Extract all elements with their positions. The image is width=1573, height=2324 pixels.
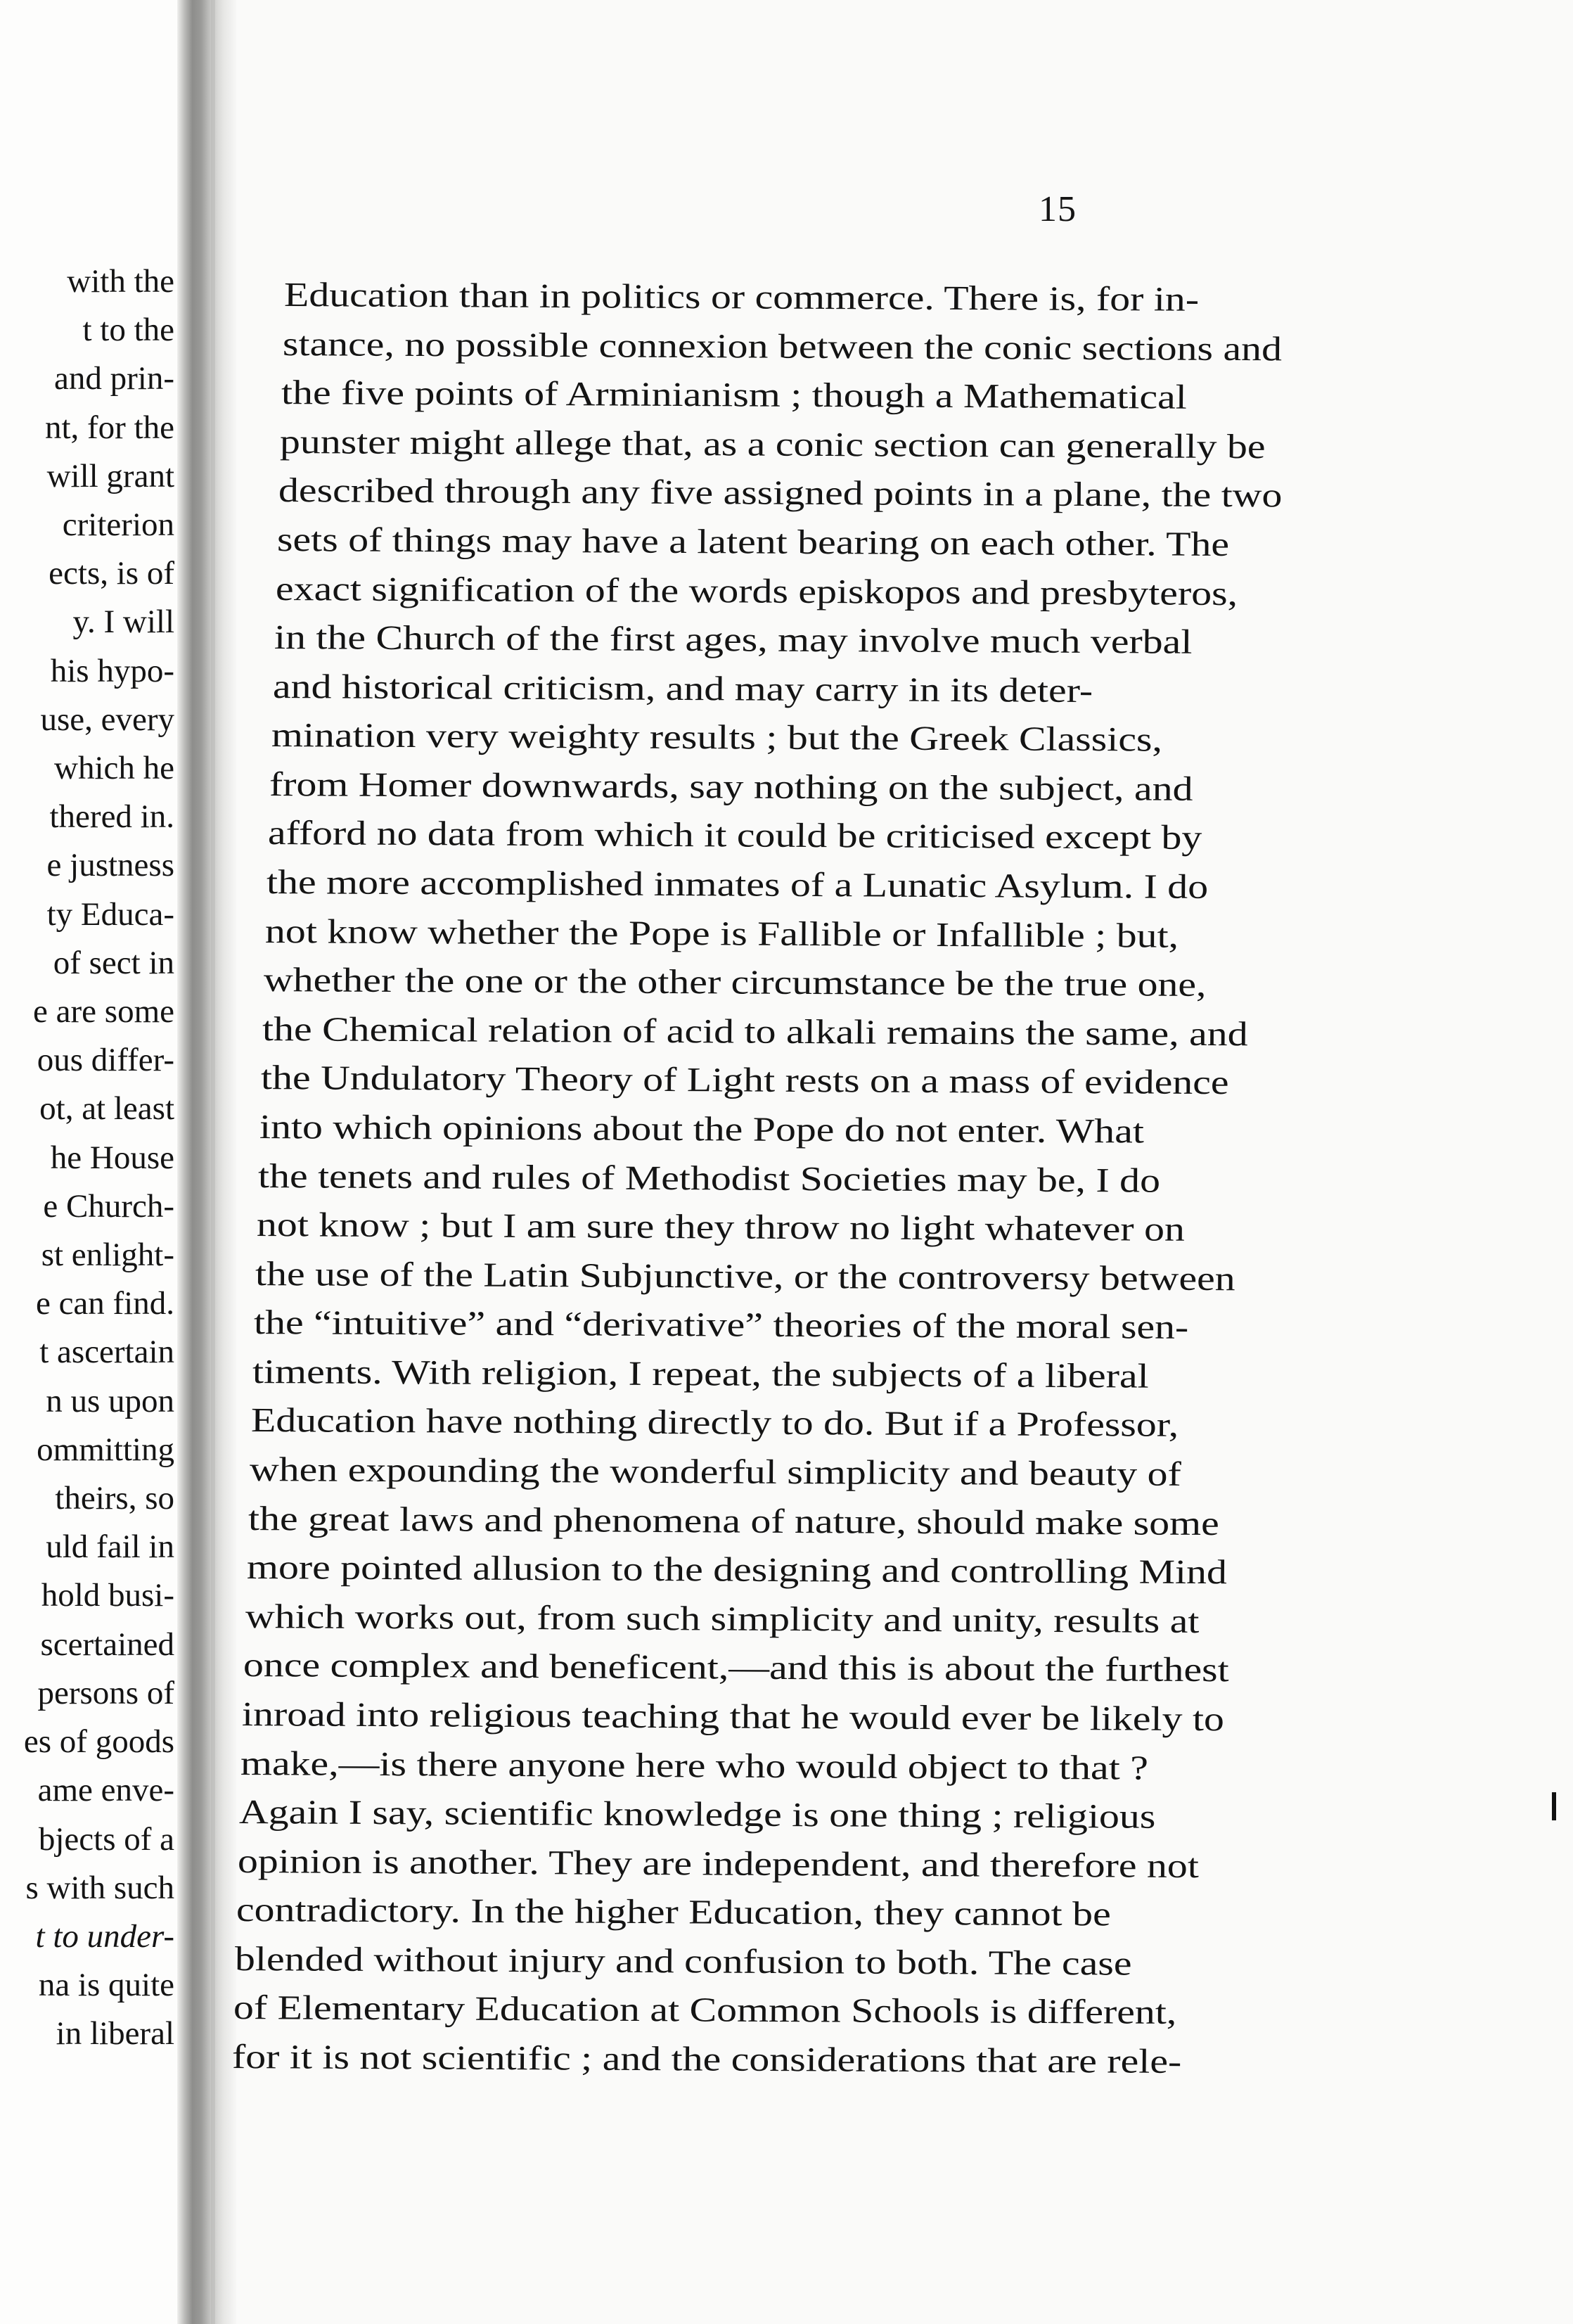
left-line: in liberal [56,2015,174,2052]
text-line: inroad into religious teaching that he would ever be likely to [242,1694,1225,1739]
text-line: opinion is another. They are independent, and therefore not [238,1841,1200,1885]
text-line: not know ; but I am sure they throw no light whatever on [256,1205,1186,1249]
text-line: the tenets and rules of Methodist Societies may be, I do [257,1156,1161,1200]
text-line: Again I say, scientific knowledge is one thing ; religious [239,1792,1156,1836]
body-text [231,0,1573,2324]
left-line: s with such [25,1869,174,1906]
text-line: from Homer downwards, say nothing on the subject, and [269,764,1194,808]
page-number: 15 [1039,189,1077,229]
left-line: e are some [33,993,174,1030]
text-line: timents. With religion, I repeat, the subjects of a liberal [252,1351,1149,1396]
left-line: will grant [46,457,174,494]
text-line: Education have nothing directly to do. But if a Professor, [250,1400,1179,1445]
text-line: punster might allege that, as a conic section can generally be [279,421,1266,466]
previous-page-text [0,257,174,2059]
left-line: he House [50,1139,174,1176]
text-line: contradictory. In the higher Education, they cannot be [236,1890,1112,1934]
left-line: with the [67,263,174,300]
left-line: ous differ- [37,1042,174,1079]
text-line: for it is not scientific ; and the considerations that are rele- [231,2037,1182,2081]
left-line: thered in. [49,798,174,836]
left-line: ommitting [37,1431,174,1468]
left-line: t to the [82,312,174,349]
left-line: ects, is of [49,555,174,592]
text-line: into which opinions about the Pope do not enter. What [259,1106,1145,1151]
left-line: e justness [46,847,174,884]
left-line: nt, for the [44,409,174,446]
text-line: the five points of Arminianism ; though a Mathematical [281,373,1187,416]
text-line: the Chemical relation of acid to alkali remains the same, and [262,1009,1248,1054]
left-line: of sect in [53,944,174,981]
text-line: of Elementary Education at Common Schools is different, [233,1988,1177,2032]
left-line: bjects of a [38,1820,174,1858]
text-line: and historical criticism, and may carry in its deter- [272,666,1093,710]
text-line: whether the one or the other circumstance be the true one, [264,960,1207,1004]
text-line: described through any five assigned points in a plane, the two [278,471,1283,515]
left-line: ot, at least [39,1090,174,1128]
left-line: criterion [62,506,174,544]
left-line: y. I will [72,604,174,641]
text-line: make,—is there anyone here who would object to that ? [240,1743,1149,1787]
left-line: persons of [37,1674,174,1711]
left-line: es of goods [23,1723,174,1761]
left-line: n us upon [46,1382,174,1419]
text-line: which works out, from such simplicity and unity, results at [245,1596,1200,1640]
text-line: in the Church of the first ages, may involve much verbal [274,618,1193,661]
left-line: which he [54,750,174,787]
text-line: the Undulatory Theory of Light rests on a mass of evidence [260,1058,1229,1102]
left-line: t to under- [35,1917,174,1955]
text-line: mination very weighty results ; but the Greek Classics, [271,715,1162,759]
left-line: theirs, so [55,1480,174,1517]
left-line: t ascertain [39,1334,174,1371]
gutter-shadow [211,0,215,2324]
left-line: hold busi- [41,1577,174,1614]
book-gutter [177,0,236,2324]
text-line: the more accomplished inmates of a Lunatic Asylum. I do [267,862,1209,906]
text-line: not know whether the Pope is Fallible or Infallible ; but, [265,911,1179,955]
left-line: ty Educa- [46,895,174,933]
text-line: blended without injury and confusion to both. The case [234,1939,1132,1983]
text-line: when expounding the wonderful simplicity and beauty of [249,1450,1181,1493]
text-line: once complex and beneficent,—and this is about the furthest [243,1645,1230,1690]
margin-mark [1552,1792,1556,1820]
left-line: st enlight- [41,1237,174,1274]
text-line: more pointed allusion to the designing and controlling Mind [246,1547,1227,1592]
text-line: sets of things may have a latent bearing on each other. The [276,519,1229,563]
left-line: ame enve- [37,1772,174,1809]
left-line: his hypo- [50,652,174,689]
left-line: and prin- [54,360,174,397]
previous-page-fragment [0,0,184,2324]
text-line: afford no data from which it could be criticised except by [268,813,1202,857]
left-line: e can find. [35,1285,174,1322]
text-line: the “intuitive” and “derivative” theories of the moral sen- [253,1303,1189,1347]
left-line: na is quite [38,1967,174,2004]
left-line: uld fail in [46,1528,174,1566]
text-line: exact signification of the words episkopos and presbyteros, [275,568,1238,613]
text-line: the use of the Latin Subjunctive, or the controversy between [255,1253,1235,1298]
left-line: e Church- [43,1187,174,1225]
page-15 [231,0,1573,2324]
text-line: Education than in politics or commerce. There is, for in- [283,275,1200,319]
text-line: stance, no possible connexion between the conic sections and [282,324,1283,368]
text-line: the great laws and phenomena of nature, should make some [248,1498,1219,1543]
left-line: use, every [40,701,174,738]
left-line: scertained [40,1626,174,1663]
